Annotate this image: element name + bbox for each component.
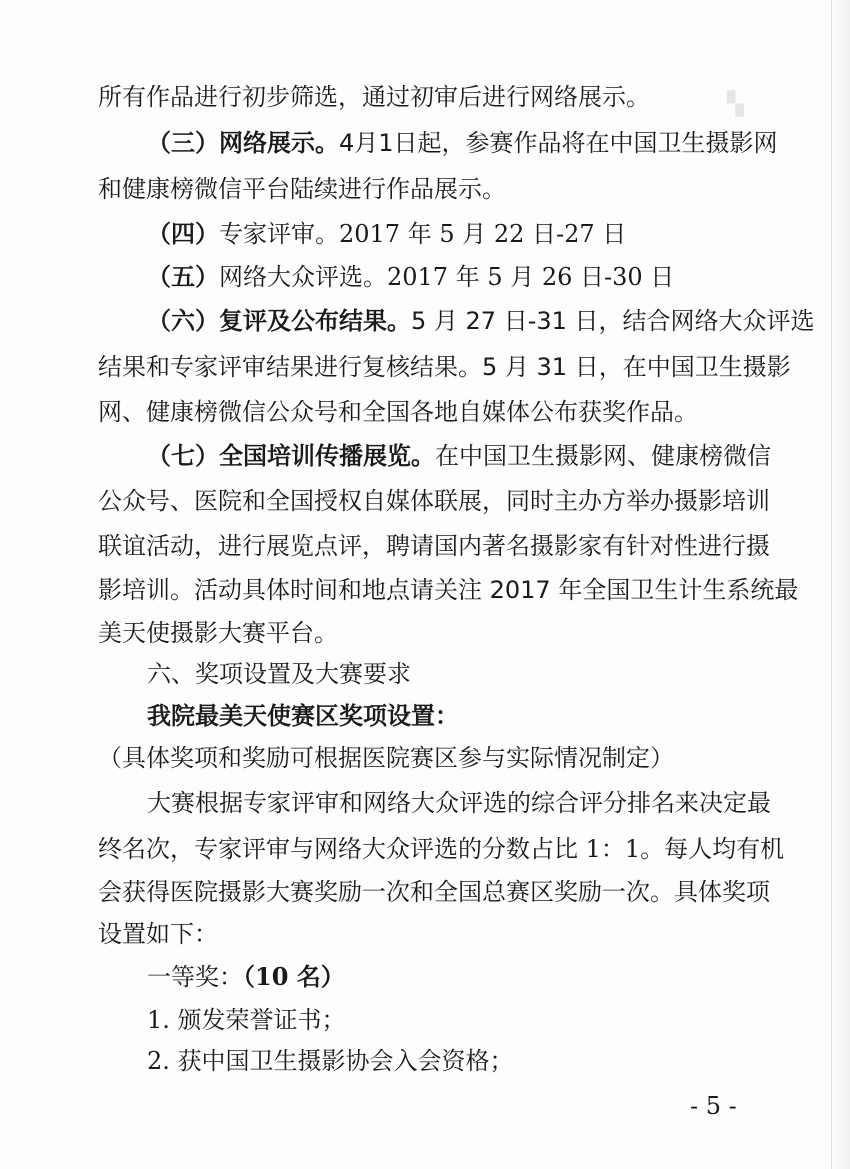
section-heading-3: （三）网络展示。 — [147, 129, 339, 157]
text-run: 5 月 27 日-31 日，结合网络大众评选 — [411, 307, 815, 335]
section-title — [0, 659, 850, 689]
paragraph-line — [0, 962, 850, 992]
text-run: 影培训。活动具体时间和地点请关注 2017 年全国卫生计生系统最 — [98, 576, 799, 604]
text-run: 2. 获中国卫生摄影协会入会资格； — [147, 1047, 514, 1075]
text-run: 结果和专家评审结果进行复核结果。5 月 31 日，在中国卫生摄影 — [98, 353, 791, 381]
paragraph-line — [0, 397, 850, 427]
show-through-mark: ▚ — [727, 92, 744, 117]
text-run: 会获得医院摄影大赛奖励一次和全国总赛区奖励一次。具体奖项 — [98, 878, 770, 906]
text-run: 我院最美天使赛区奖项设置： — [147, 701, 459, 730]
text-run: 和健康榜微信平台陆续进行作品展示。 — [98, 175, 506, 203]
paragraph-line — [0, 701, 850, 731]
text-run: 所有作品进行初步筛选，通过初审后进行网络展示。 — [98, 83, 650, 111]
text-run: 4月1日起，参赛作品将在中国卫生摄影网 — [339, 129, 778, 157]
text-run: 六、奖项设置及大赛要求 — [147, 660, 411, 688]
list-item — [0, 1005, 850, 1035]
paragraph-line — [0, 486, 850, 516]
paragraph-line — [0, 877, 850, 907]
page-number: - 5 - — [690, 1092, 737, 1120]
text-run: 设置如下： — [98, 920, 218, 948]
text-run: （具体奖项和奖励可根据医院赛区参与实际情况制定） — [98, 744, 674, 772]
text-run: 大赛根据专家评审和网络大众评选的综合评分排名来决定最 — [147, 789, 771, 817]
text-run: 美天使摄影大赛平台。 — [98, 619, 338, 647]
section-heading-5: （五） — [147, 263, 219, 291]
paragraph-line — [0, 441, 850, 471]
section-heading-6: （六）复评及公布结果。 — [147, 307, 411, 335]
paragraph-line — [0, 82, 850, 112]
section-heading-7: （七）全国培训传播展览。 — [147, 442, 435, 470]
text-run: 公众号、医院和全国授权自媒体联展，同时主办方举办摄影培训 — [98, 487, 770, 515]
paragraph-line — [0, 919, 850, 949]
paragraph-line — [0, 788, 850, 818]
text-run: 1. 颁发荣誉证书； — [147, 1006, 346, 1034]
paragraph-line — [0, 743, 850, 773]
section-heading-4: （四） — [147, 220, 219, 248]
list-item — [0, 1046, 850, 1076]
paragraph-line — [0, 618, 850, 648]
text-run: 专家评审。2017 年 5 月 22 日-27 日 — [219, 220, 627, 248]
paragraph-line — [0, 262, 850, 292]
paragraph-line — [0, 575, 850, 605]
paragraph-line — [0, 306, 850, 336]
text-run: 一等奖： — [147, 963, 243, 991]
text-run: 网、健康榜微信公众号和全国各地自媒体公布获奖作品。 — [98, 398, 698, 426]
paragraph-line — [0, 219, 850, 249]
paragraph-line — [0, 352, 850, 382]
text-run: 联谊活动，进行展览点评，聘请国内著名摄影家有针对性进行摄 — [98, 532, 770, 560]
text-run: 网络大众评选。2017 年 5 月 26 日-30 日 — [219, 263, 675, 291]
text-run: （10 名） — [243, 962, 345, 991]
text-run: 在中国卫生摄影网、健康榜微信 — [435, 442, 771, 470]
paragraph-line — [0, 128, 850, 158]
paragraph-line — [0, 834, 850, 864]
text-run: 终名次，专家评审与网络大众评选的分数占比 1：1。每人均有机 — [98, 835, 785, 863]
paragraph-line — [0, 174, 850, 204]
paragraph-line — [0, 531, 850, 561]
